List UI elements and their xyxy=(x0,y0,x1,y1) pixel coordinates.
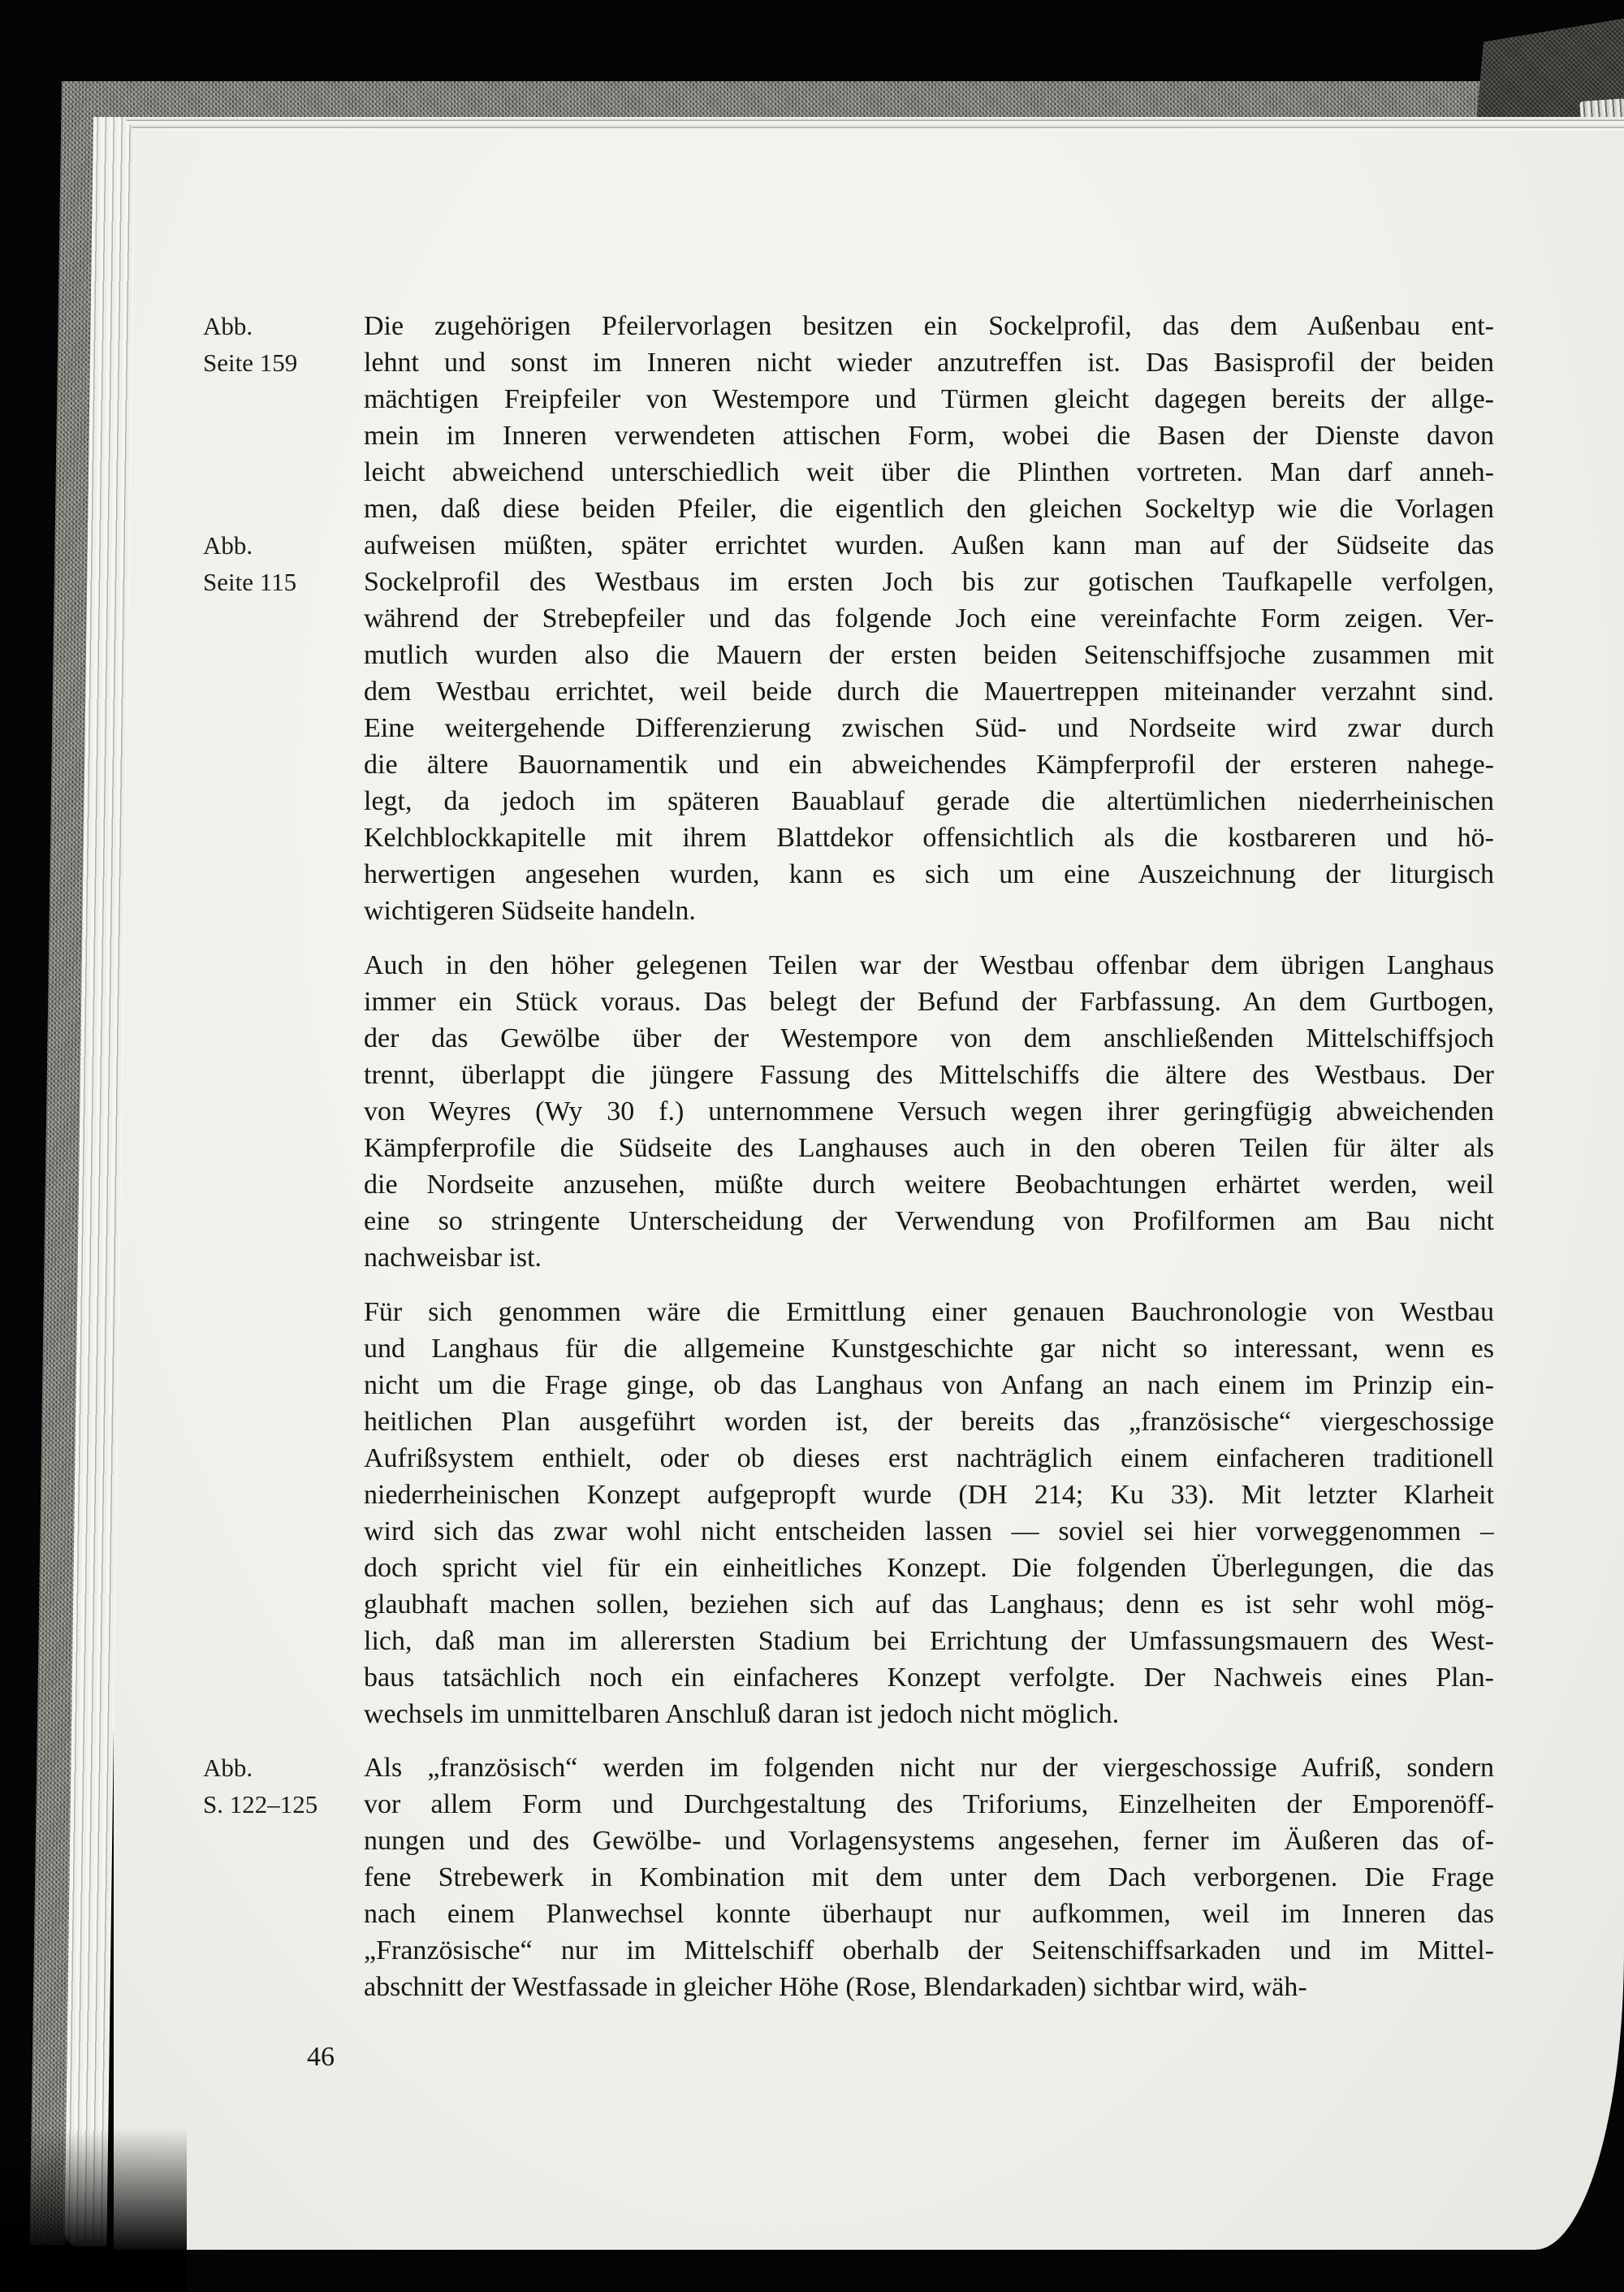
text-line: wechsels im unmittelbaren Anschluß daran ist jedoch nicht möglich. xyxy=(364,1699,1120,1729)
margin-note-line: Seite 159 xyxy=(203,348,298,377)
text-line: Kelchblockkapitelle mit ihrem Blattdekor offensichtlich als die kostbareren und hö- xyxy=(364,823,1494,853)
text-line: nicht um die Frage ginge, ob das Langhaus von Anfang an nach einem im Prinzip ein- xyxy=(364,1370,1494,1400)
text-line: men, daß diese beiden Pfeiler, die eigentlich den gleichen Sockeltyp wie die Vorlagen xyxy=(364,494,1494,524)
text-line: während der Strebepfeiler und das folgende Joch eine vereinfachte Form zeigen. Ver- xyxy=(364,603,1494,634)
text-line: leicht abweichend unterschiedlich weit über die Plinthen vortreten. Man darf anneh- xyxy=(364,457,1494,487)
text-line: mutlich wurden also die Mauern der ersten beiden Seitenschiffsjoche zusammen mit xyxy=(364,640,1494,670)
text-line: Für sich genommen wäre die Ermittlung einer genauen Bauchronologie von Westbau xyxy=(364,1297,1494,1327)
text-line: nachweisbar ist. xyxy=(364,1243,542,1273)
text-line: mein im Inneren verwendeten attischen Form, wobei die Basen der Dienste davon xyxy=(364,421,1494,451)
text-line: baus tatsächlich noch ein einfacheres Konzept verfolgte. Der Nachweis eines Plan- xyxy=(364,1663,1494,1693)
page-stack-edge-top xyxy=(123,117,1624,131)
text-line: nach einem Planwechsel konnte überhaupt nur aufkommen, weil im Inneren das xyxy=(364,1899,1494,1929)
margin-note-line: Abb. xyxy=(203,312,253,340)
text-line: heitlichen Plan ausgeführt worden ist, der bereits das „französische“ viergeschossige xyxy=(364,1407,1494,1437)
text-line: vor allem Form und Durchgestaltung des Triforiums, Einzelheiten der Emporenöff- xyxy=(364,1789,1494,1819)
margin-note-line: Abb. xyxy=(203,1754,253,1782)
text-line: immer ein Stück voraus. Das belegt der Befund der Farbfassung. An dem Gurtbogen, xyxy=(364,987,1494,1017)
text-line: herwertigen angesehen wurden, kann es sich um eine Auszeichnung der liturgisch xyxy=(364,859,1494,889)
text-line: eine so stringente Unterscheidung der Verwendung von Profilformen am Bau nicht xyxy=(364,1206,1494,1236)
margin-note-3 xyxy=(203,1749,357,1823)
text-line: dem Westbau errichtet, weil beide durch die Mauertreppen miteinander verzahnt sind. xyxy=(364,677,1494,707)
margin-note-line: Seite 115 xyxy=(203,568,297,596)
text-line: doch spricht viel für ein einheitliches Konzept. Die folgenden Überlegungen, die das xyxy=(364,1553,1494,1583)
text-line: „Französische“ nur im Mittelschiff oberhalb der Seitenschiffsarkaden und im Mittel- xyxy=(364,1935,1494,1965)
text-line: Aufrißsystem enthielt, oder ob dieses erst nachträglich einem einfacheren traditionell xyxy=(364,1443,1494,1473)
text-line: Auch in den höher gelegenen Teilen war der Westbau offenbar dem übrigen Langhaus xyxy=(364,950,1494,980)
margin-note-1 xyxy=(203,308,357,381)
text-line: Die zugehörigen Pfeilervorlagen besitzen ein Sockelprofil, das dem Außenbau ent- xyxy=(364,311,1494,341)
shadow-fade xyxy=(0,2128,187,2292)
text-line: wird sich das zwar wohl nicht entscheiden lassen — soviel sei hier vorweggenommen – xyxy=(364,1516,1494,1546)
text-line: Sockelprofil des Westbaus im ersten Joch bis zur gotischen Taufkapelle verfolgen, xyxy=(364,567,1494,597)
text-line: und Langhaus für die allgemeine Kunstgeschichte gar nicht so interessant, wenn es xyxy=(364,1334,1494,1364)
text-line: Als „französisch“ werden im folgenden nicht nur der viergeschossige Aufriß, sondern xyxy=(364,1753,1494,1783)
text-line: Kämpferprofile die Südseite des Langhauses auch in den oberen Teilen für älter als xyxy=(364,1133,1494,1163)
book-cover-edge-top xyxy=(62,81,1624,122)
text-line: der das Gewölbe über der Westempore von dem anschließenden Mittelschiffsjoch xyxy=(364,1023,1494,1053)
text-line: die ältere Bauornamentik und ein abweichendes Kämpferprofil der ersteren nahege- xyxy=(364,750,1494,780)
text-line: mächtigen Freipfeiler von Westempore und Türmen gleicht dagegen bereits der allge- xyxy=(364,384,1494,414)
text-line: die Nordseite anzusehen, müßte durch weitere Beobachtungen erhärtet werden, weil xyxy=(364,1170,1494,1200)
page-number: 46 xyxy=(307,2042,335,2072)
text-line: abschnitt der Westfassade in gleicher Höhe (Rose, Blendarkaden) sichtbar wird, wäh- xyxy=(364,1972,1307,2002)
text-line: wichtigeren Südseite handeln. xyxy=(364,896,696,926)
book-page xyxy=(114,128,1624,2250)
text-line: von Weyres (Wy 30 f.) unternommene Versuch wegen ihrer geringfügig abweichenden xyxy=(364,1096,1494,1127)
text-line: nungen und des Gewölbe- und Vorlagensystems angesehen, ferner im Äußeren das of- xyxy=(364,1826,1494,1856)
paragraph-1 xyxy=(364,308,1494,929)
text-line: Eine weitergehende Differenzierung zwischen Süd- und Nordseite wird zwar durch xyxy=(364,713,1494,743)
text-line: lich, daß man im allerersten Stadium bei Errichtung der Umfassungsmauern des West- xyxy=(364,1626,1494,1656)
text-line: aufweisen müßten, später errichtet wurden. Außen kann man auf der Südseite das xyxy=(364,530,1494,560)
margin-note-2 xyxy=(203,527,357,600)
text-line: fene Strebewerk in Kombination mit dem unter dem Dach verborgenen. Die Frage xyxy=(364,1862,1494,1892)
margin-note-line: S. 122–125 xyxy=(203,1790,318,1818)
paragraph-2 xyxy=(364,947,1494,1276)
text-line: legt, da jedoch im späteren Bauablauf gerade die altertümlichen niederrheinischen xyxy=(364,786,1494,816)
text-line: trennt, überlappt die jüngere Fassung des Mittelschiffs die ältere des Westbaus. Der xyxy=(364,1060,1494,1090)
text-line: lehnt und sonst im Inneren nicht wieder anzutreffen ist. Das Basisprofil der beiden xyxy=(364,348,1494,378)
paragraph-4 xyxy=(364,1749,1494,2005)
margin-note-line: Abb. xyxy=(203,531,253,560)
text-line: glaubhaft machen sollen, beziehen sich auf das Langhaus; denn es ist sehr wohl mög- xyxy=(364,1589,1494,1620)
paragraph-3 xyxy=(364,1294,1494,1732)
text-line: niederrheinischen Konzept aufgepropft wurde (DH 214; Ku 33). Mit letzter Klarheit xyxy=(364,1480,1494,1510)
